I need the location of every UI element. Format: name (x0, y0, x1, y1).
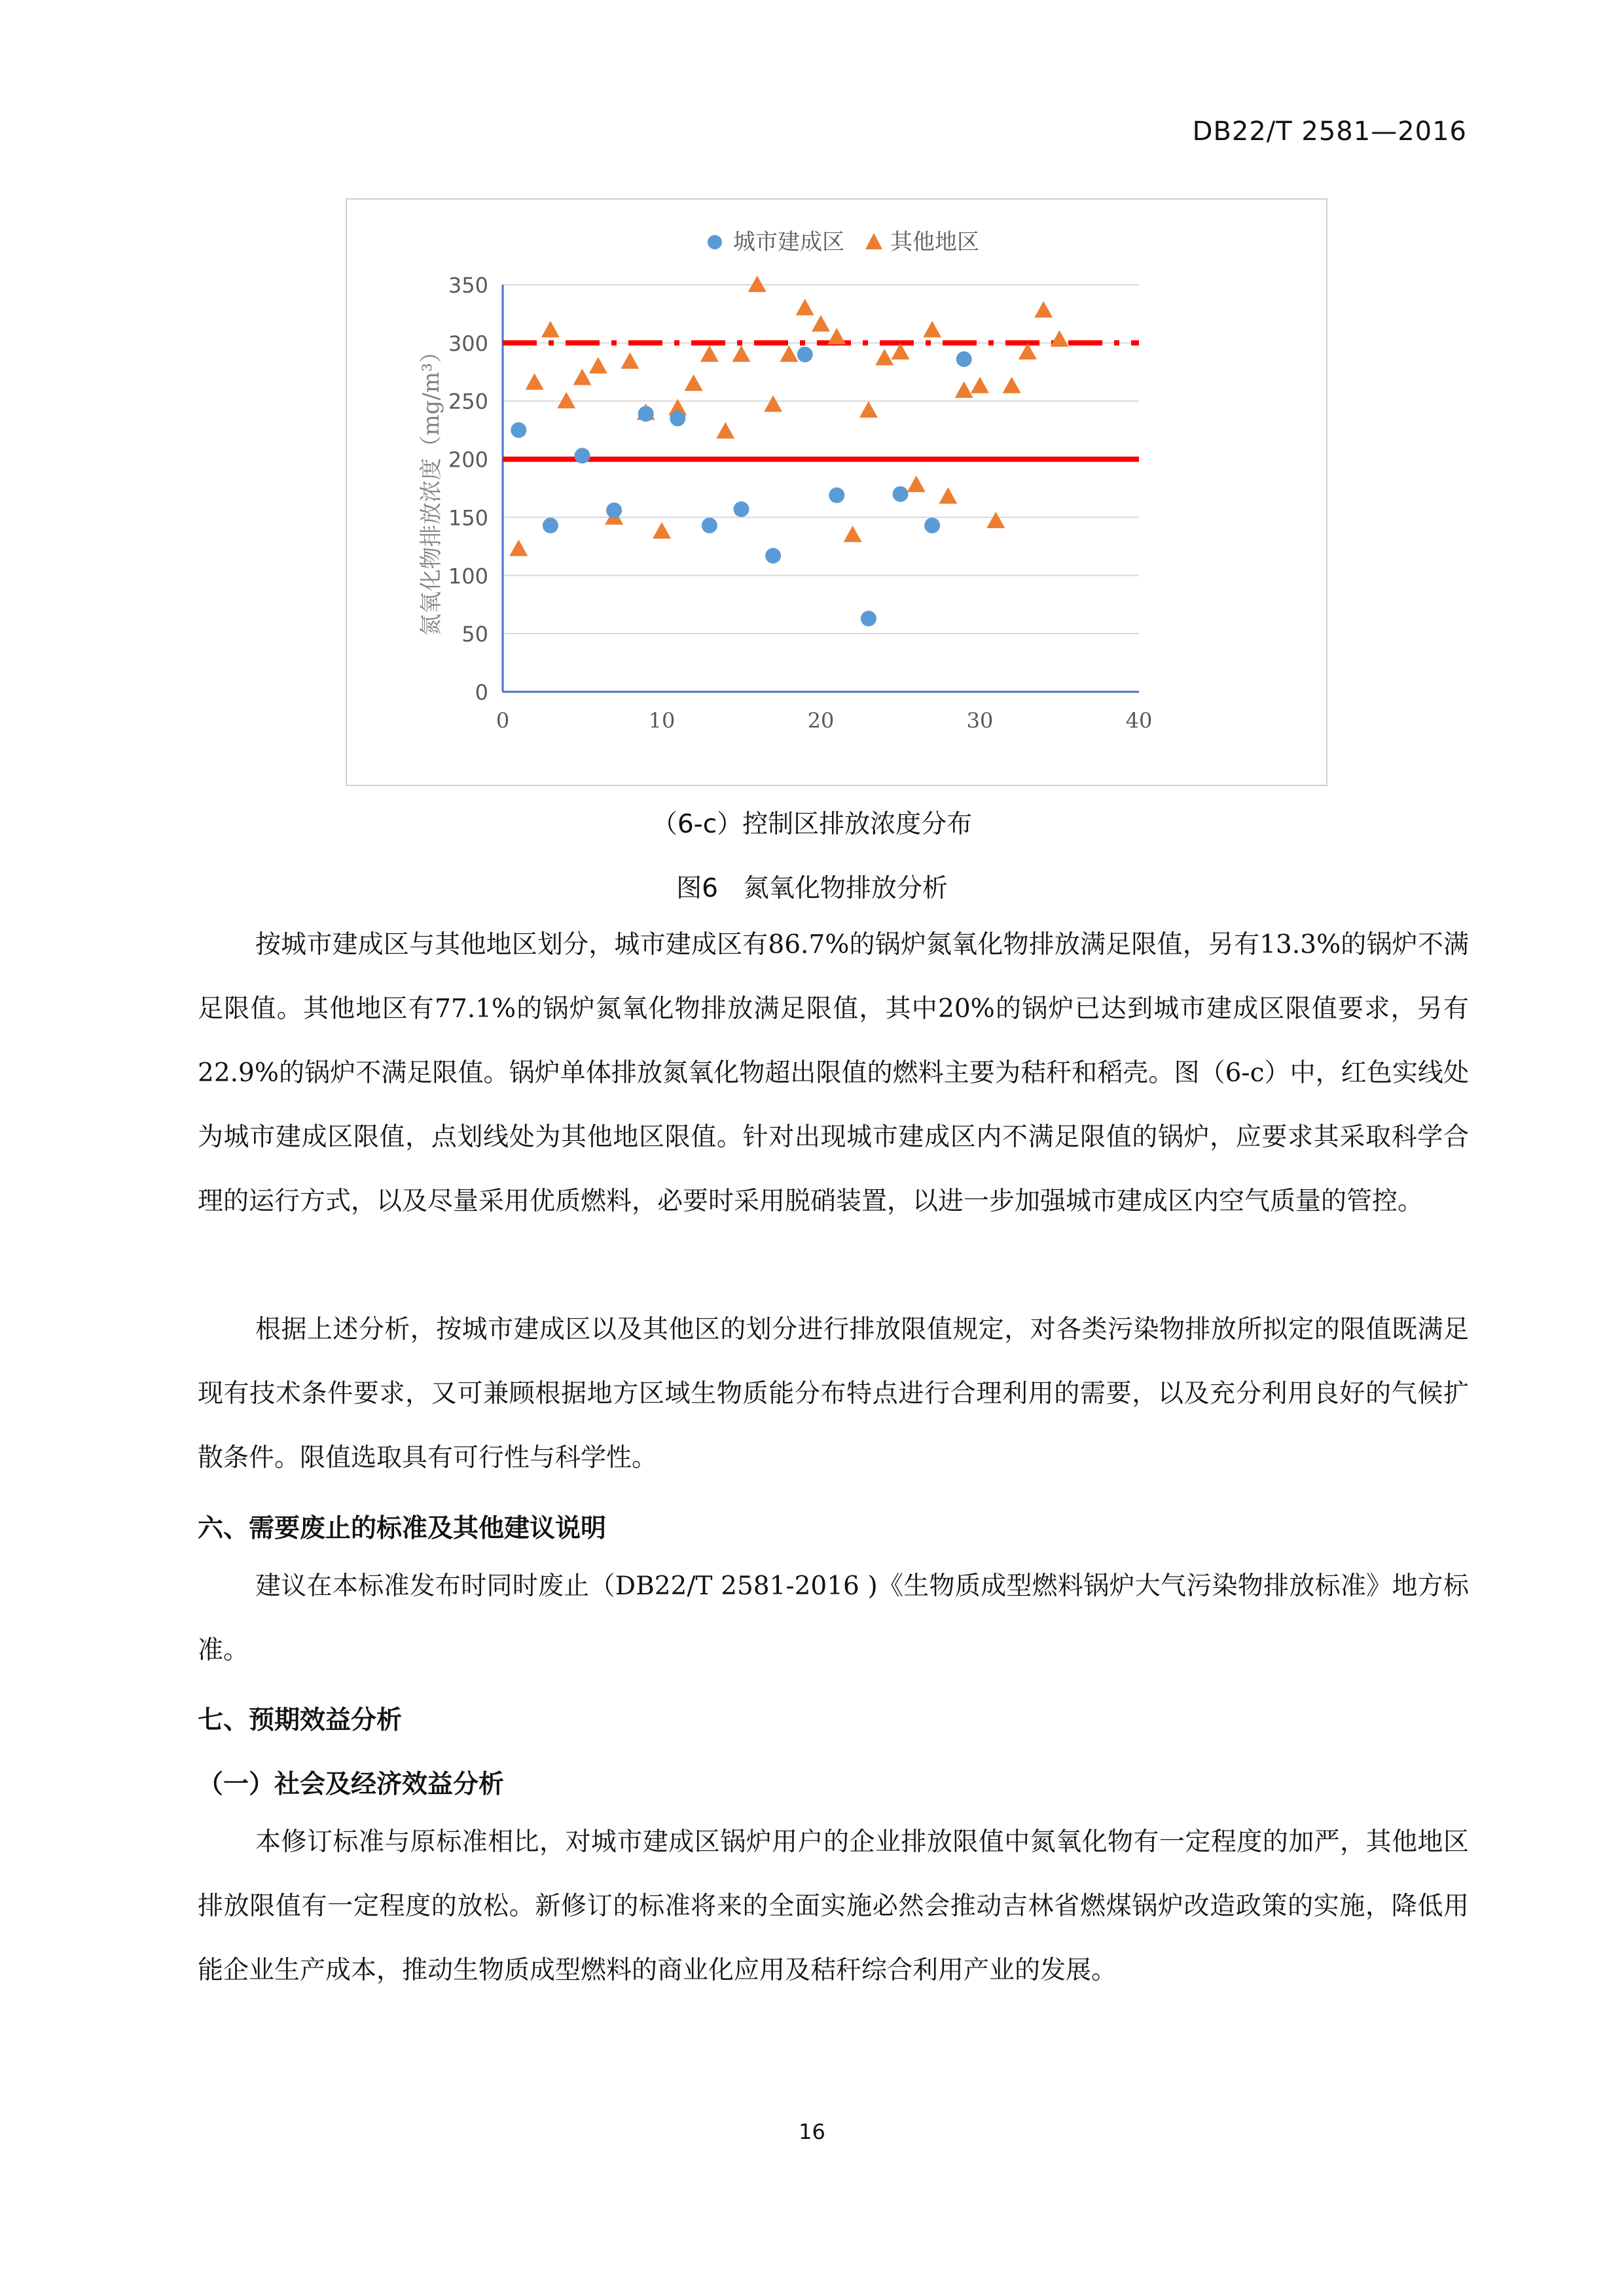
urban-area-point (829, 488, 844, 503)
urban-area-point (511, 422, 526, 438)
other-region-point (573, 368, 592, 385)
y-tick-label: 350 (448, 273, 488, 298)
other-region-point (986, 512, 1005, 528)
standard-code: DB22/T 2581—2016 (1192, 117, 1467, 147)
other-region-point (1051, 331, 1069, 347)
sub-figure-caption: （6-c）控制区排放浓度分布 (651, 810, 973, 839)
other-region-point (685, 374, 703, 391)
urban-area-point (924, 518, 940, 533)
other-region-point (653, 522, 671, 539)
x-tick-label: 40 (1125, 708, 1153, 733)
y-axis-label: 氮氧化物排放浓度（mg/m³） (418, 340, 444, 636)
other-region-point (971, 377, 989, 393)
urban-area-point (702, 518, 717, 533)
section-heading-6: 六、需要废止的标准及其他建议说明 (198, 1514, 607, 1543)
other-region-point (955, 382, 973, 398)
legend-urban-label: 城市建成区 (733, 229, 844, 255)
subsection-heading-1: （一）社会及经济效益分析 (198, 1769, 505, 1799)
other-region-point (589, 357, 607, 373)
urban-area-point (670, 410, 685, 426)
legend-other-label: 其他地区 (890, 229, 979, 255)
section-heading-7: 七、预期效益分析 (198, 1706, 403, 1735)
paragraph-limit-conclusion: 根据上述分析，按城市建成区以及其他区的划分进行排放限值规定，对各类污染物排放所拟定的限值既满足现有技术条件要求，又可兼顾根据地方区域生物质能分布特点进行合理利用的需要，以及充分利用良好的气候扩散条件。限值选取具有可行性与科学性。 (198, 1315, 1469, 1473)
x-tick-label: 20 (807, 708, 835, 733)
other-region-point (509, 539, 528, 556)
urban-area-point (575, 448, 590, 463)
other-region-point (859, 401, 878, 418)
scatter-chart (346, 198, 1327, 786)
y-tick-label: 300 (448, 331, 488, 356)
urban-area-point (734, 501, 749, 517)
y-tick-label: 0 (475, 680, 488, 705)
paragraph-nox-analysis: 按城市建成区与其他地区划分，城市建成区有86.7%的锅炉氮氧化物排放满足限值，另有13.3%的锅炉不满足限值。其他地区有77.1%的锅炉氮氧化物排放满足限值，其中20%的锅炉已达到城市建成区限值要求，另有22.9%的锅炉不满足限值。锅炉单体排放氮氧化物超出限值的燃料主要为秸秆和稻壳。图（6-c）中，红色实线处为城市建成区限值，点划线处为其他地区限值。针对出现城市建成区内不满足限值的锅炉，应要求其采取科学合理的运行方式，以及尽量采用优质燃料，必要时采用脱硝装置，以进一步加强城市建成区内空气质量的管控。 (198, 930, 1469, 1216)
other-region-point (716, 422, 734, 439)
other-region-point (827, 328, 846, 344)
other-region-point (1003, 377, 1021, 393)
other-region-point (526, 373, 544, 389)
y-tick-label: 250 (448, 389, 488, 414)
other-region-point (621, 352, 639, 368)
x-tick-label: 30 (966, 708, 994, 733)
paragraph-abolish-suggestion: 建议在本标准发布时同时废止（DB22/T 2581-2016 )《生物质成型燃料锅炉大气污染物排放标准》地方标准。 (198, 1571, 1469, 1665)
urban-area-point (861, 611, 876, 626)
other-region-point (796, 299, 814, 315)
other-region-point (1034, 301, 1053, 317)
x-tick-label: 10 (648, 708, 676, 733)
y-tick-label: 150 (448, 505, 488, 531)
y-tick-label: 100 (448, 564, 488, 589)
figure-caption: 图6 氮氧化物排放分析 (676, 874, 948, 903)
other-region-point (812, 315, 830, 331)
urban-area-point (797, 347, 813, 363)
other-region-point (732, 346, 751, 362)
other-region-point (748, 276, 767, 292)
other-region-point (875, 349, 893, 365)
other-region-point (764, 395, 782, 412)
urban-area-point (893, 486, 909, 502)
other-region-point (780, 346, 798, 362)
legend-other-marker (865, 233, 882, 249)
urban-area-point (543, 518, 558, 533)
x-tick-label: 0 (496, 708, 510, 733)
urban-area-point (956, 351, 972, 367)
other-region-point (541, 321, 560, 337)
other-region-point (844, 526, 862, 542)
other-region-point (907, 476, 926, 492)
urban-area-point (765, 548, 781, 564)
page-number: 16 (799, 2119, 825, 2144)
legend-urban-marker (708, 235, 722, 249)
urban-area-point (638, 406, 654, 422)
y-tick-label: 200 (448, 447, 488, 473)
paragraph-benefit-analysis: 本修订标准与原标准相比，对城市建成区锅炉用户的企业排放限值中氮氧化物有一定程度的加严，其他地区排放限值有一定程度的放松。新修订的标准将来的全面实施必然会推动吉林省燃煤锅炉改造政策的实施，降低用能企业生产成本，推动生物质成型燃料的商业化应用及秸秆综合利用产业的发展。 (198, 1827, 1469, 1985)
chart-canvas (347, 200, 1326, 785)
other-region-point (923, 321, 941, 337)
other-region-point (557, 392, 575, 408)
urban-area-point (606, 503, 622, 518)
other-region-point (700, 346, 719, 362)
other-region-point (939, 487, 957, 503)
y-tick-label: 50 (461, 622, 488, 647)
